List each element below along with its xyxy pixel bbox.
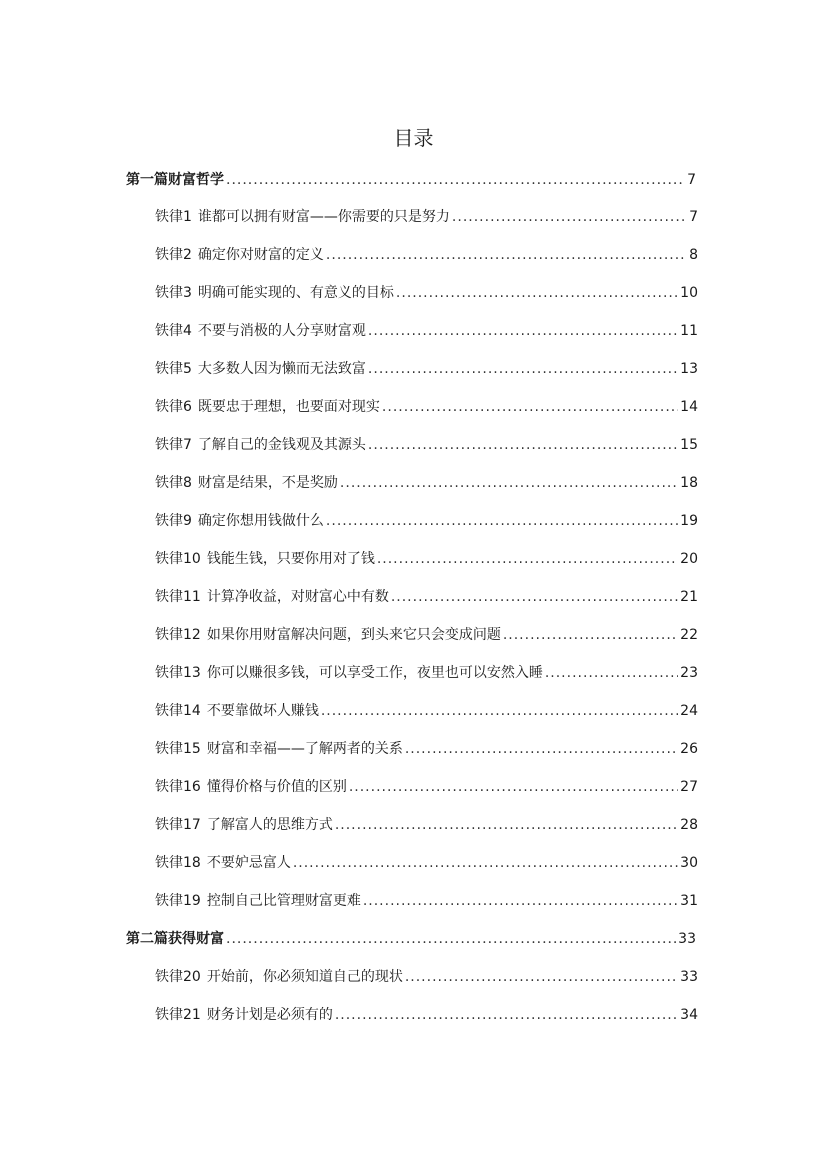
- toc-page-number: 7: [687, 172, 696, 188]
- toc-entry[interactable]: [155, 891, 698, 911]
- toc-page-number: 28: [680, 817, 698, 833]
- leader-dots: [503, 625, 678, 645]
- toc-law-number: 铁律17: [155, 817, 201, 833]
- toc-entry[interactable]: [155, 283, 698, 303]
- toc-entry-title: 开始前，你必须知道自己的现状: [206, 969, 403, 985]
- toc-law-number: 铁律8: [155, 475, 192, 491]
- toc-law-number: 铁律14: [155, 703, 201, 719]
- toc-entry[interactable]: [155, 853, 698, 873]
- toc-entry[interactable]: [155, 359, 698, 379]
- leader-dots: [391, 587, 678, 607]
- toc-page-number: 22: [680, 627, 698, 643]
- toc-page-number: 27: [680, 779, 698, 795]
- toc-law-number: 铁律13: [155, 665, 201, 681]
- toc-entry-title: 控制自己比管理财富更难: [206, 893, 361, 909]
- leader-dots: [226, 929, 676, 949]
- toc-entry[interactable]: [155, 587, 698, 607]
- toc-entry[interactable]: [155, 777, 698, 797]
- leader-dots: [349, 777, 678, 797]
- toc-page-number: 21: [680, 589, 698, 605]
- toc-law-number: 铁律9: [155, 513, 192, 529]
- toc-entry-title: 不要靠做坏人赚钱: [206, 703, 319, 719]
- leader-dots: [340, 473, 678, 493]
- toc-page-number: 26: [680, 741, 698, 757]
- toc-part-label: 第二篇获得财富: [126, 931, 224, 947]
- toc-law-number: 铁律3: [155, 285, 192, 301]
- toc-law-number: 铁律11: [155, 589, 201, 605]
- toc-entry-title: 确定你对财富的定义: [197, 247, 324, 263]
- leader-dots: [335, 1005, 678, 1025]
- toc-entry-title: 计算净收益，对财富心中有数: [206, 589, 389, 605]
- leader-dots: [335, 815, 678, 835]
- toc-entry[interactable]: [155, 967, 698, 987]
- toc-law-number: 铁律16: [155, 779, 201, 795]
- toc-part-label: 第一篇财富哲学: [126, 172, 224, 188]
- toc-entry-title: 明确可能实现的、有意义的目标: [197, 285, 394, 301]
- leader-dots: [396, 283, 678, 303]
- toc-law-number: 铁律12: [155, 627, 201, 643]
- toc-page-number: 7: [689, 209, 698, 225]
- leader-dots: [293, 853, 678, 873]
- toc-entry[interactable]: [155, 663, 698, 683]
- toc-page-number: 31: [680, 893, 698, 909]
- toc-page-number: 10: [680, 285, 698, 301]
- toc-law-number: 铁律2: [155, 247, 192, 263]
- toc-page-number: 13: [680, 361, 698, 377]
- toc-entry-title: 不要妒忌富人: [206, 855, 291, 871]
- leader-dots: [363, 891, 678, 911]
- toc-page-number: 24: [680, 703, 698, 719]
- toc-entry-title: 财务计划是必须有的: [206, 1007, 333, 1023]
- toc-entry-title: 懂得价格与价值的区别: [206, 779, 347, 795]
- toc-entry-title: 财富和幸福——了解两者的关系: [206, 741, 403, 757]
- toc-page-number: 11: [680, 323, 698, 339]
- toc-page-number: 18: [680, 475, 698, 491]
- toc-part-1[interactable]: [126, 170, 696, 190]
- toc-entry-title: 了解富人的思维方式: [206, 817, 333, 833]
- leader-dots: [405, 739, 678, 759]
- toc-page-number: 20: [680, 551, 698, 567]
- toc-entry[interactable]: [155, 435, 698, 455]
- toc-page-number: 33: [680, 969, 698, 985]
- toc-law-number: 铁律20: [155, 969, 201, 985]
- toc-entry-title: 大多数人因为懒而无法致富: [197, 361, 366, 377]
- toc-entry[interactable]: [155, 815, 698, 835]
- toc-entry[interactable]: [155, 397, 698, 417]
- toc-entry[interactable]: [155, 625, 698, 645]
- toc-page-number: 8: [689, 247, 698, 263]
- toc-law-number: 铁律19: [155, 893, 201, 909]
- page-title: 目录: [393, 126, 434, 150]
- toc-entry-title: 财富是结果，不是奖励: [197, 475, 338, 491]
- toc-law-number: 铁律1: [155, 209, 192, 225]
- toc-page-number: 34: [680, 1007, 698, 1023]
- leader-dots: [321, 701, 678, 721]
- toc-entry[interactable]: [155, 549, 698, 569]
- leader-dots: [405, 967, 678, 987]
- toc-part-2[interactable]: [126, 929, 696, 949]
- toc-entry[interactable]: [155, 245, 698, 265]
- leader-dots: [452, 207, 687, 227]
- toc-entry-title: 你可以赚很多钱，可以享受工作，夜里也可以安然入睡: [206, 665, 543, 681]
- toc-entry[interactable]: [155, 207, 698, 227]
- leader-dots: [382, 397, 678, 417]
- toc-entry-title: 如果你用财富解决问题，到头来它只会变成问题: [206, 627, 501, 643]
- toc-entry[interactable]: [155, 701, 698, 721]
- leader-dots: [368, 321, 678, 341]
- toc-entry[interactable]: [155, 321, 698, 341]
- toc-law-number: 铁律15: [155, 741, 201, 757]
- toc-law-number: 铁律18: [155, 855, 201, 871]
- toc-page-number: 23: [680, 665, 698, 681]
- toc-law-number: 铁律7: [155, 437, 192, 453]
- leader-dots: [326, 245, 687, 265]
- toc-entry[interactable]: [155, 1005, 698, 1025]
- toc-entry[interactable]: [155, 473, 698, 493]
- toc-law-number: 铁律21: [155, 1007, 201, 1023]
- toc-law-number: 铁律10: [155, 551, 201, 567]
- leader-dots: [377, 549, 678, 569]
- toc-entry[interactable]: [155, 739, 698, 759]
- leader-dots: [368, 435, 678, 455]
- toc-page-number: 30: [680, 855, 698, 871]
- toc-entry-title: 谁都可以拥有财富——你需要的只是努力: [197, 209, 450, 225]
- toc-page-number: 19: [680, 513, 698, 529]
- toc-page-number: 33: [678, 931, 696, 947]
- toc-law-number: 铁律4: [155, 323, 192, 339]
- leader-dots: [226, 170, 685, 190]
- toc-entry-title: 不要与消极的人分享财富观: [197, 323, 366, 339]
- toc-law-number: 铁律6: [155, 399, 192, 415]
- toc-entry-title: 既要忠于理想，也要面对现实: [197, 399, 380, 415]
- toc-entry-title: 钱能生钱，只要你用对了钱: [206, 551, 375, 567]
- leader-dots: [326, 511, 678, 531]
- toc-entry-title: 了解自己的金钱观及其源头: [197, 437, 366, 453]
- toc-page-number: 15: [680, 437, 698, 453]
- toc-law-number: 铁律5: [155, 361, 192, 377]
- toc-entry-title: 确定你想用钱做什么: [197, 513, 324, 529]
- toc-page-number: 14: [680, 399, 698, 415]
- toc-entry[interactable]: [155, 511, 698, 531]
- leader-dots: [368, 359, 678, 379]
- leader-dots: [545, 663, 678, 683]
